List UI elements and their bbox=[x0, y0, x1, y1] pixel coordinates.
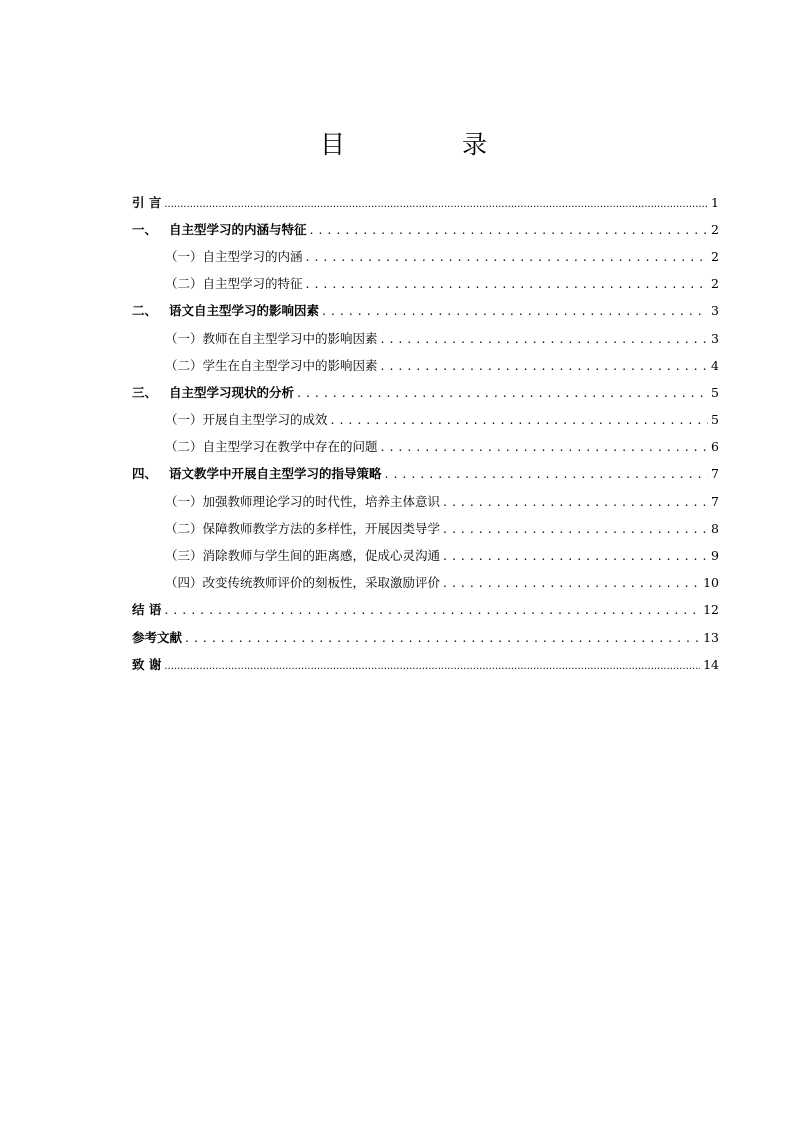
toc-leader-dots bbox=[164, 602, 700, 618]
toc-leader-dots bbox=[306, 249, 708, 265]
toc-entry[interactable] bbox=[132, 298, 719, 325]
toc-entry-label: （二）自主型学习的特征 bbox=[165, 276, 303, 292]
toc-entry[interactable] bbox=[132, 461, 719, 488]
toc-leader-dots bbox=[381, 331, 708, 347]
toc-entry-label: （一）自主型学习的内涵 bbox=[165, 248, 303, 264]
toc-entry-label: （一）加强教师理论学习的时代性，培养主体意识 bbox=[165, 493, 441, 509]
toc-entry-number: 四、 bbox=[132, 466, 158, 482]
toc-entry-page-number: 7 bbox=[711, 493, 719, 509]
toc-entry-page-number: 14 bbox=[703, 656, 719, 672]
toc-entry-label: （一）教师在自主型学习中的影响因素 bbox=[165, 330, 378, 346]
toc-entry-label: 语文教学中开展自主型学习的指导策略 bbox=[169, 466, 382, 482]
page-title: 目 录 bbox=[319, 130, 533, 159]
toc-entry-number: 三、 bbox=[132, 384, 158, 400]
toc-entry[interactable] bbox=[132, 352, 719, 379]
toc-entry-label: （二）保障教师教学方法的多样性，开展因类导学 bbox=[165, 520, 441, 536]
toc-leader-dots bbox=[331, 412, 708, 428]
toc-entry-page-number: 13 bbox=[703, 629, 719, 645]
toc-entry-label: （一）开展自主型学习的成效 bbox=[165, 412, 328, 428]
toc-entry-page-number: 6 bbox=[711, 439, 719, 455]
toc-entry[interactable] bbox=[132, 434, 719, 461]
toc-entry-page-number: 5 bbox=[711, 412, 719, 428]
toc-entry-page-number: 7 bbox=[711, 466, 719, 482]
toc-leader-dots bbox=[381, 358, 708, 374]
toc-entry[interactable] bbox=[132, 243, 719, 270]
toc-entry-label: 语文自主型学习的影响因素 bbox=[169, 303, 320, 319]
toc-entry[interactable] bbox=[132, 542, 719, 569]
toc-entry-label: （二）自主型学习在教学中存在的问题 bbox=[165, 439, 378, 455]
toc-leader-dots bbox=[443, 521, 708, 537]
toc-entry[interactable] bbox=[132, 189, 719, 216]
toc-entry-page-number: 12 bbox=[703, 602, 719, 618]
toc-entry-label: 自主型学习的内涵与特征 bbox=[169, 221, 307, 237]
toc-entry[interactable] bbox=[132, 379, 719, 406]
toc-entry-page-number: 5 bbox=[711, 384, 719, 400]
toc-leader-dots bbox=[443, 575, 700, 591]
table-of-contents bbox=[132, 189, 719, 678]
toc-leader-dots bbox=[443, 494, 708, 510]
toc-entry-page-number: 3 bbox=[711, 330, 719, 346]
toc-entry[interactable] bbox=[132, 624, 719, 651]
toc-entry-label: 致 谢 bbox=[132, 656, 162, 672]
toc-entry-label: 自主型学习现状的分析 bbox=[169, 384, 295, 400]
toc-entry[interactable] bbox=[132, 570, 719, 597]
toc-entry-page-number: 9 bbox=[711, 548, 719, 564]
toc-entry[interactable] bbox=[132, 515, 719, 542]
toc-entry-label: （二）学生在自主型学习中的影响因素 bbox=[165, 357, 378, 373]
toc-entry-label: 结 语 bbox=[132, 602, 162, 618]
toc-entry[interactable] bbox=[132, 216, 719, 243]
toc-leader-dots bbox=[322, 303, 708, 319]
toc-entry-label: （四）改变传统教师评价的刻板性，采取激励评价 bbox=[165, 575, 441, 591]
toc-entry-page-number: 1 bbox=[711, 194, 719, 210]
toc-entry[interactable] bbox=[132, 325, 719, 352]
toc-entry-page-number: 4 bbox=[711, 357, 719, 373]
toc-entry-label: 引 言 bbox=[132, 194, 162, 210]
toc-leader-dots bbox=[185, 630, 700, 646]
toc-leader-dots bbox=[164, 195, 708, 211]
toc-leader-dots bbox=[381, 439, 708, 455]
toc-entry-page-number: 2 bbox=[711, 221, 719, 237]
toc-entry[interactable] bbox=[132, 407, 719, 434]
toc-leader-dots bbox=[306, 276, 708, 292]
toc-entry[interactable] bbox=[132, 651, 719, 678]
toc-leader-dots bbox=[164, 657, 700, 673]
toc-entry-page-number: 8 bbox=[711, 520, 719, 536]
toc-leader-dots bbox=[310, 222, 708, 238]
toc-entry[interactable] bbox=[132, 597, 719, 624]
toc-entry-number: 一、 bbox=[132, 221, 158, 237]
toc-entry-page-number: 10 bbox=[703, 575, 719, 591]
toc-entry-label: 参考文献 bbox=[132, 629, 183, 645]
toc-entry-page-number: 3 bbox=[711, 303, 719, 319]
toc-entry[interactable] bbox=[132, 271, 719, 298]
toc-entry-label: （三）消除教师与学生间的距离感，促成心灵沟通 bbox=[165, 548, 441, 564]
toc-entry-page-number: 2 bbox=[711, 248, 719, 264]
toc-leader-dots bbox=[297, 385, 708, 401]
toc-entry-number: 二、 bbox=[132, 303, 158, 319]
toc-leader-dots bbox=[385, 466, 708, 482]
toc-entry-page-number: 2 bbox=[711, 276, 719, 292]
toc-entry[interactable] bbox=[132, 488, 719, 515]
toc-leader-dots bbox=[443, 548, 708, 564]
